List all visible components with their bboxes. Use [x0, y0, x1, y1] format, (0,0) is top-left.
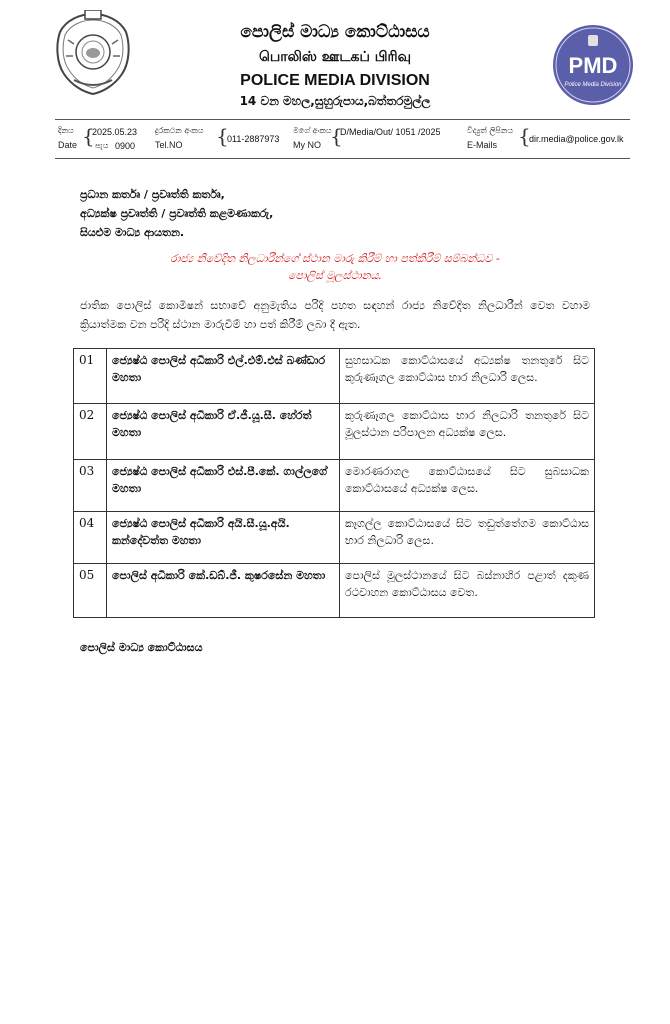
- recipient-line: ප්‍රධාන කර්තෘ / ප්‍රවෘත්ති කර්තෘ,: [80, 188, 225, 201]
- transfers-table: [73, 348, 595, 618]
- date-label-en: Date: [58, 140, 78, 150]
- tel-label-en: Tel.NO: [155, 140, 183, 150]
- officer-name: ජ්‍යෙෂ්ඨ පොලිස් අධිකාරි ඒ.ජී.යූ.සී. හේරත් මහතා: [107, 404, 340, 460]
- subject-line-1: රාජ්‍ය නිවේදිත නිලධාරීන්ගේ ස්ථාන මාරු කිරීම් හා පත්කිරීම් සම්බන්ධව -: [170, 252, 500, 265]
- my-no-label-en: My NO: [293, 140, 321, 150]
- subject-line-2: පොලිස් මූලස්ථානය.: [288, 269, 382, 282]
- division-address: 14 වන මහල,සුහුරුපාය,බත්තරමුල්ල: [239, 94, 431, 108]
- tel-label-si: දුරකථන අංකය: [155, 126, 204, 135]
- table-row: [74, 404, 595, 460]
- pmd-logo-subtext: Police Media Division: [564, 82, 622, 88]
- posting-detail: කෑගල්ල කොට්ඨාසයේ සිට තඩුත්තේගම කොට්ඨාස භාර නිලධාරි ලෙස.: [340, 512, 595, 564]
- date-label-si: දිනය: [58, 126, 74, 135]
- pmd-logo-text: PMD: [568, 53, 618, 78]
- brace-divider: {: [518, 124, 531, 148]
- my-no-label-si: මගේ අංකය: [293, 126, 332, 135]
- time-label-si: පැය: [95, 141, 109, 150]
- row-number: 05: [74, 564, 107, 618]
- recipient-line: සියළුම මාධ්‍ය ආයතන.: [80, 226, 185, 239]
- posting-detail: මොරණරාගල කොට්ඨාසයේ සිට සුබසාධක කොට්ඨාසයේ අධ්‍යක්ෂ ලෙස.: [340, 460, 595, 512]
- division-title-sinhala: පොලිස් මාධ්‍ය කොට්ඨාසය: [240, 22, 430, 42]
- my-no-value: D/Media/Out/ 1051 /2025: [340, 127, 441, 137]
- posting-detail: පොලිස් මූලස්ථානයේ සිට බස්නාහිර පළාත් දකුණ රථවාහන කොට්ඨාසය වෙත.: [340, 564, 595, 618]
- table-row: [74, 349, 595, 404]
- officer-name: ජ්‍යෙෂ්ඨ පොලිස් අධිකාරි අයි.සී.යූ.අයි. කන්දේවත්ත මහතා: [107, 512, 340, 564]
- row-number: 03: [74, 460, 107, 512]
- row-number: 04: [74, 512, 107, 564]
- email-label-en: E-Mails: [467, 140, 498, 150]
- posting-detail: කුරුණෑගල කොට්ඨාස භාර නිලධාරි තනතුරේ සිට මූලස්ථාන පරිපාලන අධ්‍යක්ෂ ලෙස.: [340, 404, 595, 460]
- division-title-tamil: பொலிஸ் ஊடகப் பிரிவு: [258, 49, 412, 65]
- subject-heading: [0, 250, 670, 284]
- officer-name: පොලිස් අධිකාරි කේ.ඩබ්.ජී. කුෂරසේන මහතා: [107, 564, 340, 618]
- date-value: 2025.05.23: [92, 127, 138, 137]
- row-number: 02: [74, 404, 107, 460]
- email-label-si: විද්‍යුත් ලිපිනය: [467, 126, 514, 135]
- brace-divider: {: [330, 124, 343, 148]
- officer-name: ජ්‍යෙෂ්ඨ පොලිස් අධිකාරි එස්.පී.කේ. ගාල්ලගේ මහතා: [107, 460, 340, 512]
- contact-info-bar: [55, 119, 630, 159]
- signature-line: පොලිස් මාධ්‍ය කොට්ඨාසය: [80, 641, 203, 654]
- brace-divider: {: [216, 124, 229, 148]
- officer-name: ජ්‍යෙෂ්ඨ පොලිස් අධිකාරි එල්.එම්.එස් බණ්ඩාර මහතා: [107, 349, 340, 404]
- table-row: [74, 564, 595, 618]
- brace-divider: {: [82, 124, 95, 148]
- row-number: 01: [74, 349, 107, 404]
- time-value: 0900: [115, 141, 136, 151]
- email-value[interactable]: dir.media@police.gov.lk: [529, 134, 624, 144]
- table-row: [74, 460, 595, 512]
- pmd-logo-icon: [551, 23, 635, 107]
- posting-detail: සුහසාධක කොට්ඨාසයේ අධ්‍යක්ෂ තනතුරේ සිට කුරුණෑගල කොට්ඨාස භාර නිලධාරි ලෙස.: [340, 349, 595, 404]
- recipients-block: [80, 185, 273, 242]
- tel-value: 011-2887973: [227, 134, 280, 144]
- table-row: [74, 512, 595, 564]
- division-title-english: POLICE MEDIA DIVISION: [240, 72, 430, 89]
- recipient-line: අධ්‍යක්ෂ ප්‍රවෘත්ති / ප්‍රවෘත්ති කළමණාකරු,: [80, 207, 274, 220]
- intro-paragraph: ජාතික පොලිස් කොමිෂන් සභාවේ අනුමැතිය පරිදි පහත සඳහන් රාජ්‍ය නිවේදිත නිලධාරීන් වෙත වහාම ක්‍රියාත්මක වන පරිදි ස්ථාන මාරුවීම් හා පත් කිරීම් ලබා දී ඇත.: [80, 299, 590, 331]
